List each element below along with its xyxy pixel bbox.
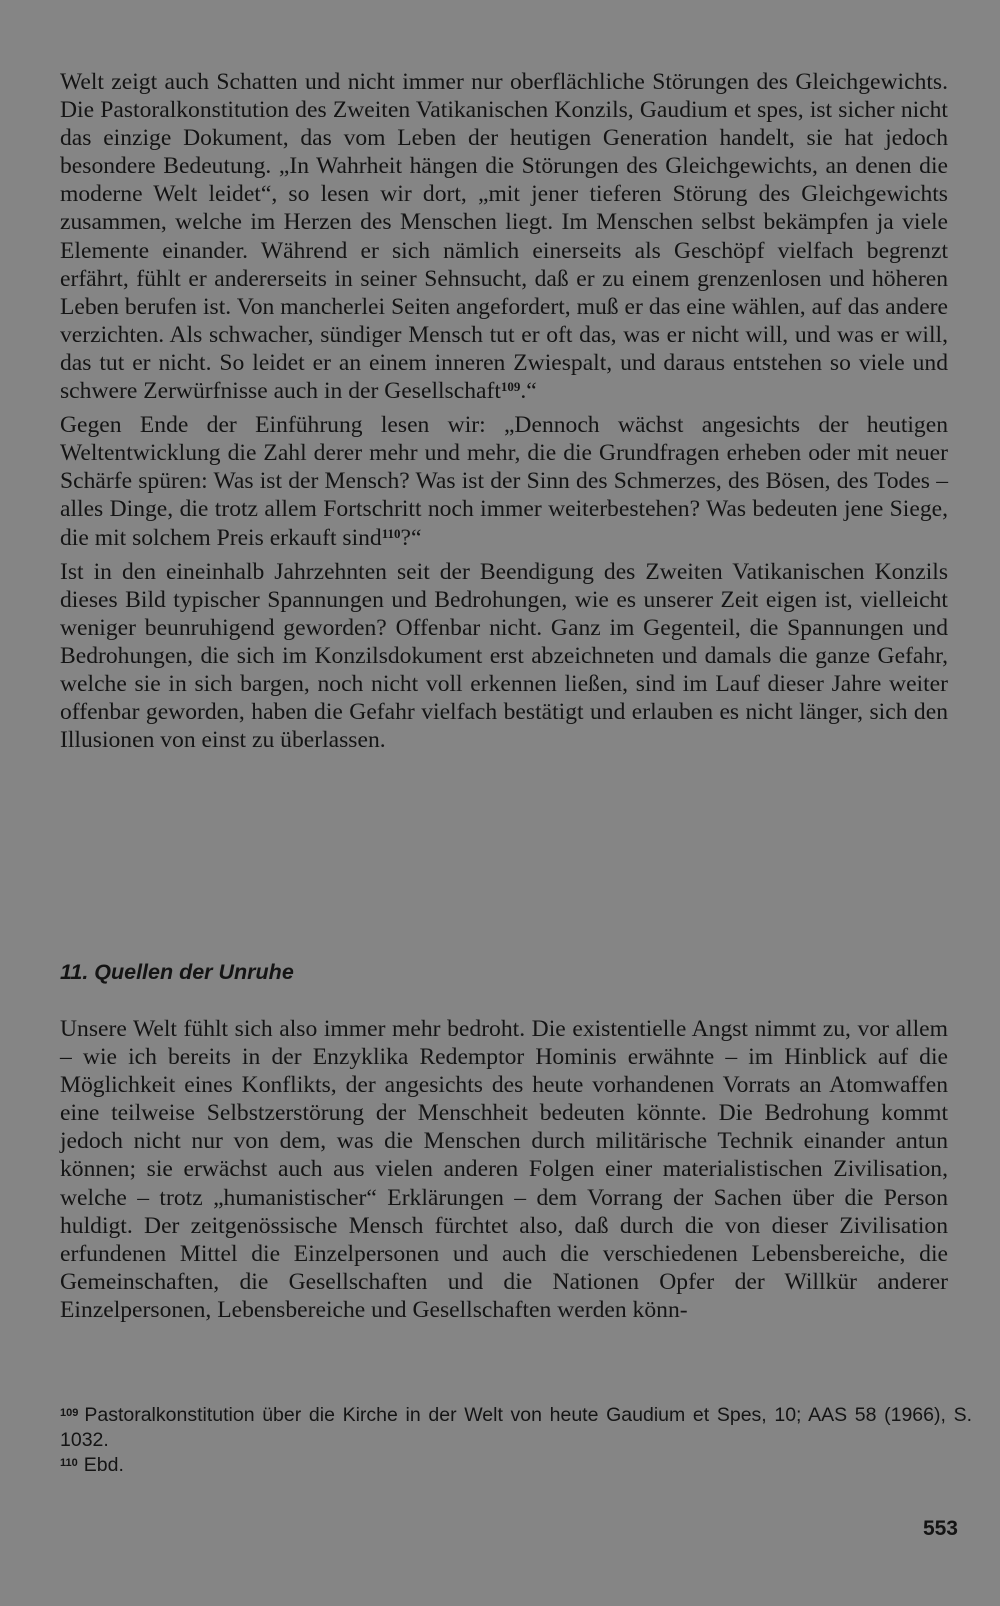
footnote-text: Pastoralkonstitution über die Kirche in der Welt von heute Gaudium et Spes, 10; AAS 58 (1966), S. 1032. bbox=[60, 1404, 972, 1451]
footnotes bbox=[60, 1403, 972, 1478]
footnote-reference-110: 110 bbox=[381, 525, 401, 541]
main-text bbox=[60, 68, 948, 754]
footnote-109 bbox=[60, 1403, 972, 1453]
paragraph-1-text: Welt zeigt auch Schatten und nicht immer nur oberflächliche Störungen des Gleichgewichts. Die Pastoralkonstitution des Zweiten Vatikanischen Konzils, Gaudium et spes, ist sicher nicht das einzige Dokument, das vom Leben der heutigen Generation handelt, sie hat jedoch besondere Bedeutung. „In Wahrheit hängen die Störungen des Gleichgewichts, an denen die moderne Welt leidet“, so lesen wir dort, „mit jener tieferen Störung des Gleichgewichts zusammen, welche im Herzen des Menschen liegt. Im Menschen selbst bekämpfen ja viele Elemente einander. Während er sich nämlich einerseits als Geschöpf vielfach begrenzt erfährt, fühlt er andererseits in seiner Sehnsucht, daß er zu einem grenzenlosen und höheren Leben berufen ist. Von mancherlei Seiten angefordert, muß er das eine wählen, auf das andere verzichten. Als schwacher, sündiger Mensch tut er oft das, was er nicht will, und was er will, das tut er nicht. So leidet er an einem inneren Zwiespalt, und daraus entstehen so viele und schwere Zerwürfnisse auch in der Gesellschaft bbox=[60, 69, 948, 405]
footnote-text: Ebd. bbox=[83, 1454, 124, 1476]
footnote-mark: 110 bbox=[60, 1456, 78, 1469]
quote-end: ?“ bbox=[400, 524, 422, 551]
footnote-110 bbox=[60, 1453, 972, 1478]
paragraph-2-text: Gegen Ende der Einführung lesen wir: „Dennoch wächst angesichts der heutigen Weltentwicklung die Zahl derer mehr und mehr, die die Grundfragen erheben oder mit neuer Schärfe spüren: Was ist der Mensch? Was ist der Sinn des Schmerzes, des Bösen, des Todes – alles Dinge, die trotz allem Fortschritt noch immer weiterbestehen? Was bedeuten jene Siege, die mit solchem Preis erkauft sind bbox=[60, 412, 948, 551]
section-heading: 11. Quellen der Unruhe bbox=[60, 960, 294, 984]
paragraph-1 bbox=[60, 68, 948, 405]
paragraph-2 bbox=[60, 411, 948, 551]
paragraph-3: Ist in den eineinhalb Jahrzehnten seit der Beendigung des Zweiten Vatikanischen Konzils dieses Bild typischer Spannungen und Bedrohungen, wie es unserer Zeit eigen ist, vielleicht weniger beunruhigend geworden? Offenbar nicht. Ganz im Gegenteil, die Spannungen und Bedrohungen, die sich im Konzilsdokument erst abzeichneten und damals die ganze Gefahr, welche sie in sich bargen, noch nicht voll erkennen ließen, sind im Lauf dieser Jahre weiter offenbar geworden, haben die Gefahr vielfach bestätigt und erlauben es nicht länger, sich den Illusionen von einst zu überlassen. bbox=[60, 558, 948, 754]
section-body bbox=[60, 1015, 948, 1324]
footnote-reference-109: 109 bbox=[500, 378, 521, 394]
section-paragraph: Unsere Welt fühlt sich also immer mehr bedroht. Die existentielle Angst nimmt zu, vor allem – wie ich bereits in der Enzyklika Redemptor Hominis erwähnte – im Hinblick auf die Möglichkeit eines Konflikts, der angesichts des heute vorhandenen Vorrats an Atomwaffen eine teilweise Selbstzerstörung der Menschheit bedeuten könnte. Die Bedrohung kommt jedoch nicht nur von dem, was die Menschen durch militärische Technik einander antun können; sie erwächst auch aus vielen anderen Folgen einer materialistischen Zivilisation, welche – trotz „humanistischer“ Erklärungen – dem Vorrang der Sachen über die Person huldigt. Der zeitgenössische Mensch fürchtet also, daß durch die von dieser Zivilisation erfundenen Mittel die Einzelpersonen und auch die verschiedenen Lebensbereiche, die Gemeinschaften, die Gesellschaften und die Nationen Opfer der Willkür anderer Einzelpersonen, Lebensbereiche und Gesellschaften werden könn- bbox=[60, 1016, 948, 1323]
page-number: 553 bbox=[922, 1517, 958, 1540]
quote-end: .“ bbox=[520, 378, 537, 405]
footnote-mark: 109 bbox=[60, 1406, 79, 1419]
